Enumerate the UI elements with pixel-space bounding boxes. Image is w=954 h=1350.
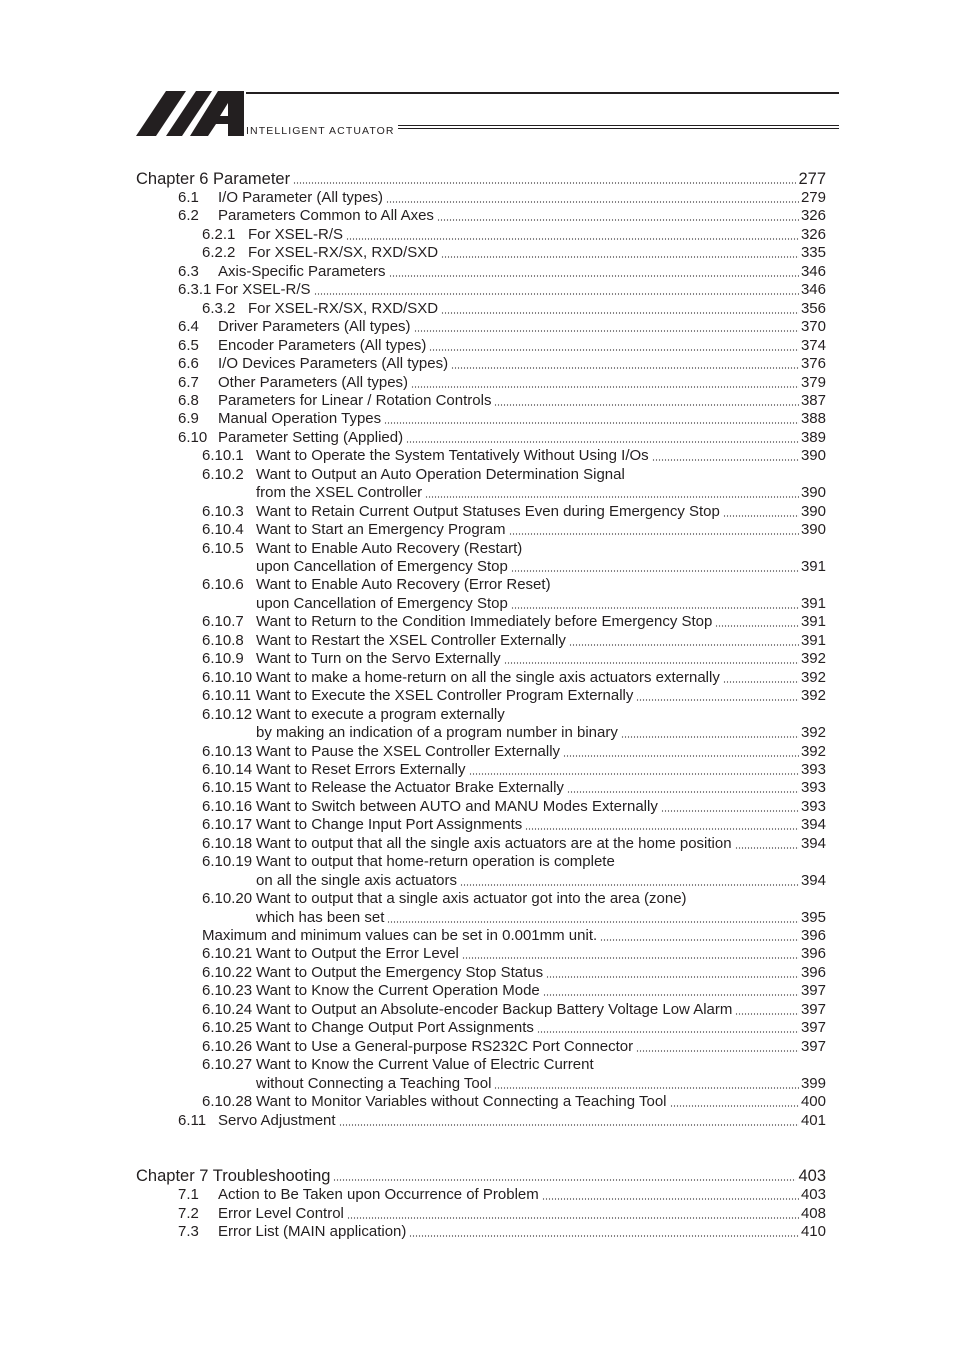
page-number: 400 [800,1093,826,1111]
dot-leader [494,1087,799,1089]
header-rule-top [246,92,839,94]
dot-leader [387,921,799,923]
page-number: 335 [800,244,826,262]
entry-title: Want to Know the Current Operation Mode [256,982,540,1000]
page-number: 393 [800,760,826,778]
toc-entry[interactable] [178,353,826,373]
page-number: 393 [800,779,826,797]
toc-entry[interactable] [202,611,826,631]
entry-title: Want to Output an Auto Operation Determination Signal [256,465,625,483]
chapter-6-heading[interactable] [136,168,826,188]
entry-title: For XSEL-RX/SX, RXD/SXD [248,299,439,317]
dot-leader [525,828,799,830]
dot-leader [293,182,796,184]
entry-title: Axis-Specific Parameters [218,262,386,280]
entry-title: Parameter Setting (Applied) [218,428,404,446]
page-number: 392 [800,724,826,742]
section-number: 6.5 [178,336,199,354]
dot-leader [567,791,799,793]
toc-entry[interactable] [178,1221,826,1241]
page-number: 387 [800,391,826,409]
section-number: 6.10.21 [202,945,253,963]
section-number: 6.9 [178,410,199,428]
section-number: 6.10.10 [202,668,253,686]
dot-leader [546,976,799,978]
entry-title: Error List (MAIN application) [218,1223,407,1240]
dot-leader [600,939,799,941]
toc-entry[interactable] [202,1091,826,1111]
toc-entry[interactable] [178,1184,826,1204]
chapter-7-heading[interactable] [136,1165,826,1185]
entry-title: Want to Enable Auto Recovery (Error Reset) [256,576,551,594]
dot-leader [389,275,799,277]
header-rule-bottom [398,125,839,126]
toc-entry[interactable] [256,870,826,890]
page-number: 403 [798,1167,826,1185]
dot-leader [621,736,799,738]
section-number: 6.10.23 [202,982,253,1000]
dot-leader [504,662,799,664]
section-number: 6.10.20 [202,890,253,908]
entry-title: Want to Pause the XSEL Controller Externally [256,742,561,760]
page-number: 390 [800,521,826,539]
entry-title: Want to Output an Absolute-encoder Backup Battery Voltage Low Alarm [256,1000,733,1018]
section-number: 6.10.25 [202,1019,253,1037]
entry-title: Want to Start an Emergency Program [256,521,506,539]
toc-entry[interactable] [202,925,826,945]
page-number: 390 [800,502,826,520]
entry-title: Want to Monitor Variables without Connecting a Teaching Tool [256,1093,667,1111]
page-number: 396 [800,945,826,963]
toc-entry[interactable] [202,224,826,244]
entry-title: Want to output that a single axis actuator got into the area (zone) [256,890,687,908]
entry-title: upon Cancellation of Emergency Stop [256,594,508,612]
page-number: 391 [800,558,826,575]
entry-title: Want to Output the Emergency Stop Status [256,963,544,981]
entry-title: Servo Adjustment [218,1111,336,1129]
page-number: 392 [800,668,826,686]
dot-leader [723,681,799,683]
page-number: 279 [800,189,826,206]
toc-entry[interactable] [256,593,826,613]
dot-leader [406,441,799,443]
header-rule-bottom-2 [398,128,839,129]
dot-leader [636,699,799,701]
entry-title: Want to Switch between AUTO and MANU Modes Externally [256,797,658,815]
section-number: 6.3.2 [202,299,236,317]
toc-entry[interactable] [178,335,826,355]
entry-title: Want to Know the Current Value of Electric Current [256,1056,594,1074]
chapter-title: Chapter 7 Troubleshooting [136,1167,331,1185]
toc-entry[interactable] [202,777,826,797]
section-number: 7.3 [178,1223,199,1240]
entry-title: Parameters Common to All Axes [218,207,434,225]
entry-title: Encoder Parameters (All types) [218,336,427,354]
section-number: 6.10.6 [202,576,244,594]
section-number: 6.2 [178,207,199,225]
toc-entry[interactable] [178,279,826,299]
section-number: 6.10.4 [202,521,244,539]
page-number: 370 [800,318,826,336]
page-number: 392 [800,650,826,668]
page-number: 395 [800,908,826,926]
toc-entry[interactable] [256,556,826,576]
section-number: 6.7 [178,373,199,391]
dot-leader [460,884,799,886]
entry-title: Parameters for Linear / Rotation Controls [218,391,492,409]
dot-leader [652,459,799,461]
section-number: 6.10.14 [202,760,253,778]
page-number: 394 [800,871,826,889]
entry-title: Want to Return to the Condition Immediately before Emergency Stop [256,613,713,631]
page-number: 394 [800,834,826,852]
toc-entry[interactable] [178,1110,826,1130]
dot-leader [441,312,799,314]
page-number: 397 [800,1037,826,1055]
section-number: 6.6 [178,355,199,373]
dot-leader [384,422,799,424]
page-number: 399 [800,1074,826,1092]
entry-title: Want to Use a General-purpose RS232C Port Connector [256,1037,634,1055]
page-number: 390 [800,447,826,465]
entry-title: Want to output that home-return operation is complete [256,853,615,871]
toc-entry[interactable] [202,943,826,963]
entry-title: Driver Parameters (All types) [218,318,411,336]
toc-entry[interactable] [202,1036,826,1056]
toc-entry[interactable] [256,1073,826,1093]
entry-title: I/O Devices Parameters (All types) [218,355,449,373]
dot-leader [409,1235,799,1237]
dot-leader [451,367,799,369]
entry-title: Want to Enable Auto Recovery (Restart) [256,539,523,557]
toc-entry[interactable] [202,501,826,521]
section-number: 6.10.17 [202,816,253,834]
toc-entry[interactable] [178,316,826,336]
section-number: 6.10.24 [202,1000,253,1018]
toc-entry[interactable] [202,962,826,982]
entry-title: which has been set [256,908,385,926]
dot-leader [735,847,799,849]
page-number: 374 [800,336,826,354]
toc-entry[interactable] [202,759,826,779]
entry-title: Want to Change Output Port Assignments [256,1019,534,1037]
toc-entry[interactable] [202,1017,826,1037]
toc-entry[interactable] [256,482,826,502]
toc-entry[interactable] [178,187,826,207]
entry-title: Want to output that all the single axis actuators are at the home position [256,834,732,852]
toc-entry[interactable] [178,261,826,281]
toc-entry[interactable] [202,851,826,871]
section-number: 6.10.19 [202,853,253,871]
toc-entry[interactable] [256,907,826,927]
page-number: 394 [800,816,826,834]
dot-leader [563,755,799,757]
section-number: 6.2.1 [202,225,236,243]
page-number: 390 [800,484,826,502]
section-number: 6.10.11 [202,687,251,705]
page-number: 392 [800,687,826,705]
entry-title: from the XSEL Controller [256,484,423,502]
dot-leader [469,773,799,775]
dot-leader [462,957,799,959]
page-number: 397 [800,982,826,1000]
entry-title: Want to Release the Actuator Brake Externally [256,779,564,797]
entry-title: Want to execute a program externally [256,705,505,723]
entry-title: Action to Be Taken upon Occurrence of Problem [218,1186,539,1203]
toc-entry[interactable] [202,796,826,816]
entry-title: upon Cancellation of Emergency Stop [256,558,508,575]
page-number: 408 [800,1204,826,1222]
page-number: 379 [800,373,826,391]
page-number: 326 [800,225,826,243]
section-number: 7.1 [178,1186,199,1203]
toc-entry[interactable] [178,1203,826,1223]
page-number: 277 [798,170,826,188]
section-number: 6.1 [178,189,199,206]
section-number: 6.2.2 [202,244,236,262]
entry-title: Want to Turn on the Servo Externally [256,650,501,668]
section-number: 6.11 [178,1111,207,1129]
dot-leader [425,496,799,498]
dot-leader [636,1050,799,1052]
toc-entry[interactable] [202,445,826,465]
section-number: 6.10.26 [202,1037,253,1055]
entry-title: Error Level Control [218,1204,344,1222]
dot-leader [543,994,799,996]
dot-leader [437,219,799,221]
dot-leader [735,1013,799,1015]
page-number: 391 [800,594,826,612]
entry-title: without Connecting a Teaching Tool [256,1074,492,1092]
dot-leader [441,256,799,258]
page-number: 388 [800,410,826,428]
dot-leader [411,386,799,388]
entry-title: by making an indication of a program number in binary [256,724,618,742]
toc-entry[interactable] [202,538,826,558]
toc-entry[interactable] [202,242,826,262]
page-number: 397 [800,1000,826,1018]
toc-entry[interactable] [178,408,826,428]
dot-leader [715,625,799,627]
dot-leader [339,1124,799,1126]
entry-title: Want to make a home-return on all the single axis actuators externally [256,668,720,686]
section-number: 6.10.1 [202,447,244,465]
section-number: 6.10.2 [202,465,244,483]
dot-leader [661,810,799,812]
entry-title: Want to Output the Error Level [256,945,459,963]
section-number: 6.10.13 [202,742,253,760]
dot-leader [511,607,799,609]
section-number: 6.10.7 [202,613,244,631]
page-number: 391 [800,613,826,631]
section-number: 6.10.28 [202,1093,253,1111]
section-number: 6.10.5 [202,539,244,557]
entry-title: on all the single axis actuators [256,871,457,889]
dot-leader [429,349,799,351]
page-number: 410 [800,1223,826,1240]
toc-entry[interactable] [256,722,826,742]
page-number: 393 [800,797,826,815]
section-number: 7.2 [178,1204,199,1222]
page-number: 403 [800,1186,826,1203]
iai-logo [136,91,244,136]
chapter-title: Chapter 6 Parameter [136,170,291,188]
entry-title: Want to Change Input Port Assignments [256,816,523,834]
section-number: 6.4 [178,318,199,336]
dot-leader [386,201,799,203]
toc-entry[interactable] [202,630,826,650]
toc-entry[interactable] [202,980,826,1000]
section-number: 6.10.15 [202,779,253,797]
section-number: 6.10.27 [202,1056,253,1074]
toc-entry[interactable] [202,574,826,594]
toc-entry[interactable] [202,298,826,318]
section-number: 6.10.3 [202,502,244,520]
entry-title: For XSEL-RX/SX, RXD/SXD [248,244,439,262]
dot-leader [569,644,799,646]
toc-entry[interactable] [178,205,826,225]
toc-entry[interactable] [202,833,826,853]
toc-entry[interactable] [178,372,826,392]
toc-entry[interactable] [202,667,826,687]
entry-title: Maximum and minimum values can be set in 0.001mm unit. [202,927,598,944]
page-number: 396 [800,963,826,981]
section-number: 6.10 [178,428,208,446]
dot-leader [333,1179,796,1181]
section-number: 6.10.18 [202,834,253,852]
toc-entry[interactable] [202,814,826,834]
toc-entry[interactable] [202,741,826,761]
entry-title: Want to Restart the XSEL Controller Externally [256,631,566,649]
dot-leader [314,293,799,295]
page-number: 346 [800,262,826,280]
logo-caption: INTELLIGENT ACTUATOR [246,125,395,137]
page-number: 356 [800,299,826,317]
entry-title: Want to Operate the System Tentatively Without Using I/Os [256,447,649,465]
dot-leader [347,1217,799,1219]
page-number: 397 [800,1019,826,1037]
page-number: 326 [800,207,826,225]
dot-leader [414,330,799,332]
toc-entry[interactable] [202,704,826,724]
page-number: 392 [800,742,826,760]
dot-leader [723,515,799,517]
entry-title: Want to Execute the XSEL Controller Program Externally [256,687,634,705]
entry-title: 6.3.1 For XSEL-R/S [178,281,311,299]
toc-entry[interactable] [202,888,826,908]
entry-title: Want to Retain Current Output Statuses Even during Emergency Stop [256,502,720,520]
entry-title: For XSEL-R/S [248,225,344,243]
section-number: 6.3 [178,262,199,280]
dot-leader [346,238,799,240]
toc-entry[interactable] [202,519,826,539]
section-number: 6.10.9 [202,650,244,668]
dot-leader [542,1198,799,1200]
page-number: 391 [800,631,826,649]
dot-leader [511,570,799,572]
section-number: 6.8 [178,391,199,409]
section-number: 6.10.22 [202,963,253,981]
entry-title: I/O Parameter (All types) [218,189,384,206]
toc-entry[interactable] [202,999,826,1019]
toc-entry[interactable] [178,427,826,447]
page-number: 401 [800,1111,826,1129]
page-number: 396 [800,927,826,944]
dot-leader [670,1105,799,1107]
entry-title: Other Parameters (All types) [218,373,409,391]
entry-title: Want to Reset Errors Externally [256,760,466,778]
section-number: 6.10.8 [202,631,244,649]
section-number: 6.10.12 [202,705,253,723]
section-number: 6.10.16 [202,797,253,815]
dot-leader [509,533,799,535]
dot-leader [537,1031,799,1033]
toc-entry[interactable] [202,685,826,705]
toc-entry[interactable] [178,390,826,410]
toc-entry[interactable] [202,648,826,668]
toc-entry[interactable] [202,464,826,484]
toc-entry[interactable] [202,1054,826,1074]
page-number: 346 [800,281,826,299]
page-number: 376 [800,355,826,373]
entry-title: Manual Operation Types [218,410,382,428]
page-number: 389 [800,428,826,446]
dot-leader [494,404,799,406]
